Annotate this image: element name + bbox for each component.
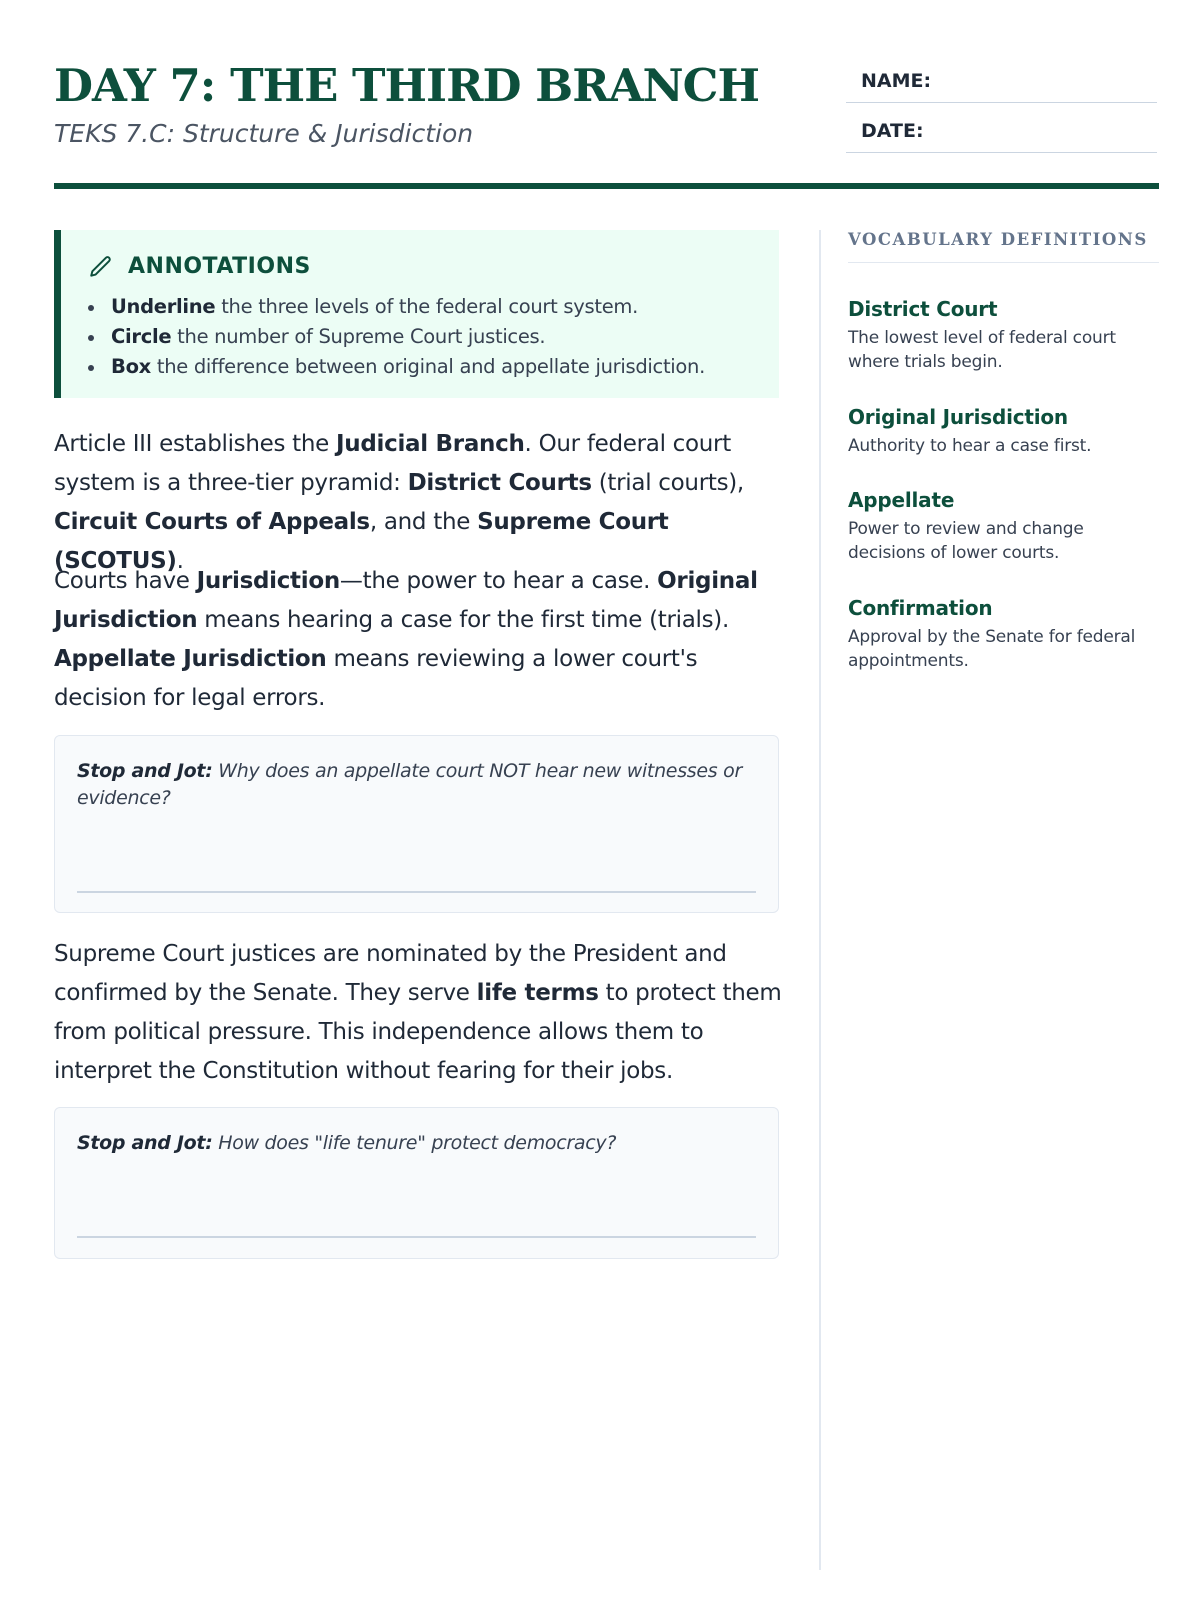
annotations-title: ANNOTATIONS bbox=[128, 254, 311, 279]
text-run: means hearing a case for the first time (trials). bbox=[197, 607, 729, 633]
list-item bbox=[111, 322, 771, 352]
stop-and-jot-box-2[interactable] bbox=[54, 1107, 779, 1259]
page-subtitle: TEKS 7.C: Structure & Jurisdiction bbox=[54, 119, 474, 148]
reading-paragraph-3 bbox=[54, 935, 784, 1091]
text-run: to protect them from political pressure. This independence allows them to interpret the Constitution without fearing for their jobs. bbox=[54, 980, 782, 1084]
jot-question: How does "life tenure" protect democracy? bbox=[212, 1132, 617, 1154]
header bbox=[54, 55, 1159, 190]
vocab-entry bbox=[848, 405, 1159, 458]
text-run: —the power to hear a case. bbox=[339, 568, 658, 594]
key-term: District Courts bbox=[407, 470, 592, 496]
text-run: . Our federal court system is a three-tier pyramid: bbox=[54, 431, 731, 496]
vocab-entry bbox=[848, 488, 1159, 565]
vocab-definition: The lowest level of federal court where trials begin. bbox=[848, 328, 1116, 372]
pencil-icon bbox=[88, 254, 114, 280]
vocab-entry bbox=[848, 596, 1159, 673]
answer-line bbox=[77, 1236, 756, 1238]
text-run: . bbox=[176, 548, 184, 574]
sidebar-title: VOCABULARY DEFINITIONS bbox=[848, 230, 1159, 263]
list-item bbox=[111, 292, 771, 322]
name-label: NAME: bbox=[861, 70, 932, 92]
list-item bbox=[111, 352, 771, 382]
jot-label: Stop and Jot: bbox=[77, 1132, 213, 1154]
annotations-list bbox=[111, 292, 771, 382]
vocab-term: Confirmation bbox=[848, 596, 993, 620]
text-run: Supreme Court justices are nominated by the President and confirmed by the Senate. They serve bbox=[54, 941, 727, 1006]
vocab-definition: Power to review and change decisions of lower courts. bbox=[848, 519, 1084, 563]
vocab-definition: Approval by the Senate for federal appointments. bbox=[848, 627, 1136, 671]
annotation-verb: Circle bbox=[111, 325, 172, 348]
name-field[interactable] bbox=[846, 55, 1157, 103]
key-term: Supreme Court (SCOTUS) bbox=[54, 509, 669, 574]
text-run: Courts have bbox=[54, 568, 197, 594]
text-run: Article III establishes the bbox=[54, 431, 337, 457]
key-term: Judicial Branch bbox=[336, 431, 525, 457]
text-run: (trial courts), bbox=[591, 470, 744, 496]
text-run: means reviewing a lower court's decision for legal errors. bbox=[54, 646, 698, 711]
worksheet-page bbox=[54, 0, 1159, 1600]
jot-prompt bbox=[77, 1130, 757, 1157]
annotation-verb: Box bbox=[111, 355, 151, 378]
header-divider bbox=[54, 183, 1159, 189]
key-term: Jurisdiction bbox=[196, 568, 340, 594]
jot-question: Why does an appellate court NOT hear new witnesses or evidence? bbox=[77, 760, 742, 809]
annotation-text: the three levels of the federal court system. bbox=[215, 295, 638, 318]
date-field[interactable] bbox=[846, 105, 1157, 153]
vocab-term: District Court bbox=[848, 297, 998, 321]
stop-and-jot-box-1[interactable] bbox=[54, 735, 779, 913]
jot-label: Stop and Jot: bbox=[77, 760, 213, 782]
key-term: life terms bbox=[476, 980, 599, 1006]
annotation-text: the difference between original and appellate jurisdiction. bbox=[150, 355, 705, 378]
vocab-term: Appellate bbox=[848, 488, 955, 512]
reading-paragraph-1 bbox=[54, 425, 784, 581]
annotations-box bbox=[54, 230, 779, 398]
page-title: DAY 7: THE THIRD BRANCH bbox=[54, 59, 759, 112]
reading-paragraph-2 bbox=[54, 562, 784, 718]
date-label: DATE: bbox=[861, 120, 924, 142]
vocab-definition: Authority to hear a case first. bbox=[848, 436, 1092, 456]
key-term: Original Jurisdiction bbox=[54, 568, 758, 633]
key-term: Appellate Jurisdiction bbox=[54, 646, 327, 672]
key-term: Circuit Courts of Appeals bbox=[54, 509, 370, 535]
jot-prompt bbox=[77, 758, 757, 812]
sidebar-divider bbox=[819, 230, 821, 1570]
text-run: , and the bbox=[369, 509, 478, 535]
annotation-verb: Underline bbox=[111, 295, 216, 318]
annotation-text: the number of Supreme Court justices. bbox=[171, 325, 546, 348]
vocab-entry bbox=[848, 297, 1159, 374]
answer-line bbox=[77, 891, 756, 893]
vocab-term: Original Jurisdiction bbox=[848, 405, 1068, 429]
